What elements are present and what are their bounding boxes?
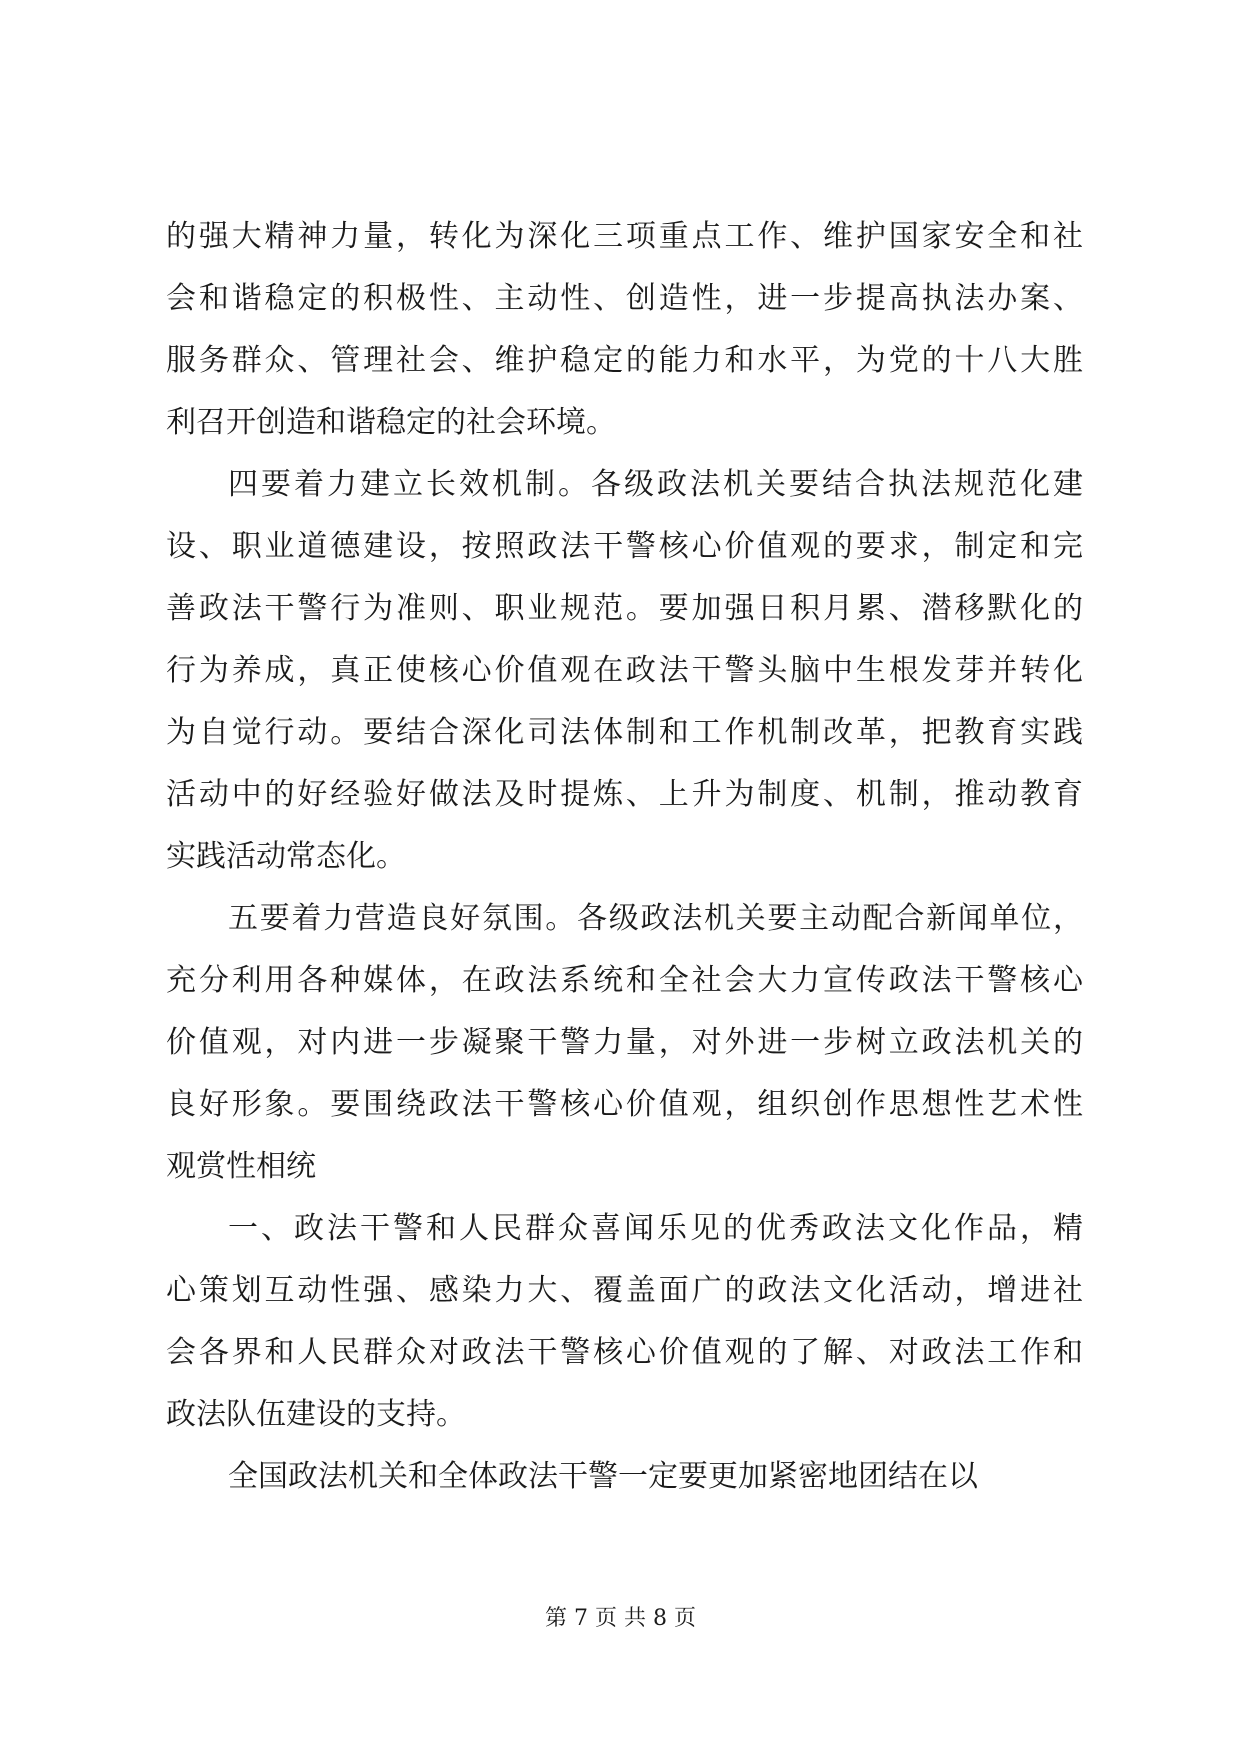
text-line: 良好形象。要围绕政法干警核心价值观，组织创作思想性艺术性 — [166, 1087, 1083, 1122]
text-line: 服务群众、管理社会、维护稳定的能力和水平，为党的十八大胜 — [166, 343, 1083, 378]
text-line: 观赏性相统 — [166, 1149, 316, 1184]
text-line: 设、职业道德建设，按照政法干警核心价值观的要求，制定和完 — [166, 529, 1083, 564]
text-line: 五要着力营造良好氛围。各级政法机关要主动配合新闻单位， — [228, 901, 1083, 936]
paragraph-3 — [166, 888, 1083, 1198]
text-line: 心策划互动性强、感染力大、覆盖面广的政法文化活动，增进社 — [166, 1273, 1083, 1308]
text-line: 实践活动常态化。 — [166, 839, 406, 874]
text-line: 价值观，对内进一步凝聚干警力量，对外进一步树立政法机关的 — [166, 1025, 1083, 1060]
paragraph-1 — [166, 206, 1083, 454]
text-line: 政法队伍建设的支持。 — [166, 1397, 466, 1432]
text-line: 会各界和人民群众对政法干警核心价值观的了解、对政法工作和 — [166, 1335, 1083, 1370]
text-line: 行为养成，真正使核心价值观在政法干警头脑中生根发芽并转化 — [166, 653, 1083, 688]
paragraph-2 — [166, 454, 1083, 888]
text-line: 的强大精神力量，转化为深化三项重点工作、维护国家安全和社 — [166, 219, 1083, 254]
text-line: 会和谐稳定的积极性、主动性、创造性，进一步提高执法办案、 — [166, 281, 1083, 316]
text-line: 全国政法机关和全体政法干警一定要更加紧密地团结在以 — [228, 1459, 978, 1494]
text-line: 一、政法干警和人民群众喜闻乐见的优秀政法文化作品，精 — [228, 1211, 1083, 1246]
document-body — [166, 206, 1083, 1508]
text-line: 利召开创造和谐稳定的社会环境。 — [166, 405, 616, 440]
text-line: 善政法干警行为准则、职业规范。要加强日积月累、潜移默化的 — [166, 591, 1083, 626]
text-line: 为自觉行动。要结合深化司法体制和工作机制改革，把教育实践 — [166, 715, 1083, 750]
text-line: 充分利用各种媒体，在政法系统和全社会大力宣传政法干警核心 — [166, 963, 1083, 998]
paragraph-4 — [166, 1198, 1083, 1446]
text-line: 四要着力建立长效机制。各级政法机关要结合执法规范化建 — [228, 467, 1083, 502]
page-number-footer: 第 7 页 共 8 页 — [545, 1606, 696, 1631]
text-line: 活动中的好经验好做法及时提炼、上升为制度、机制，推动教育 — [166, 777, 1083, 812]
paragraph-5 — [166, 1446, 1083, 1508]
